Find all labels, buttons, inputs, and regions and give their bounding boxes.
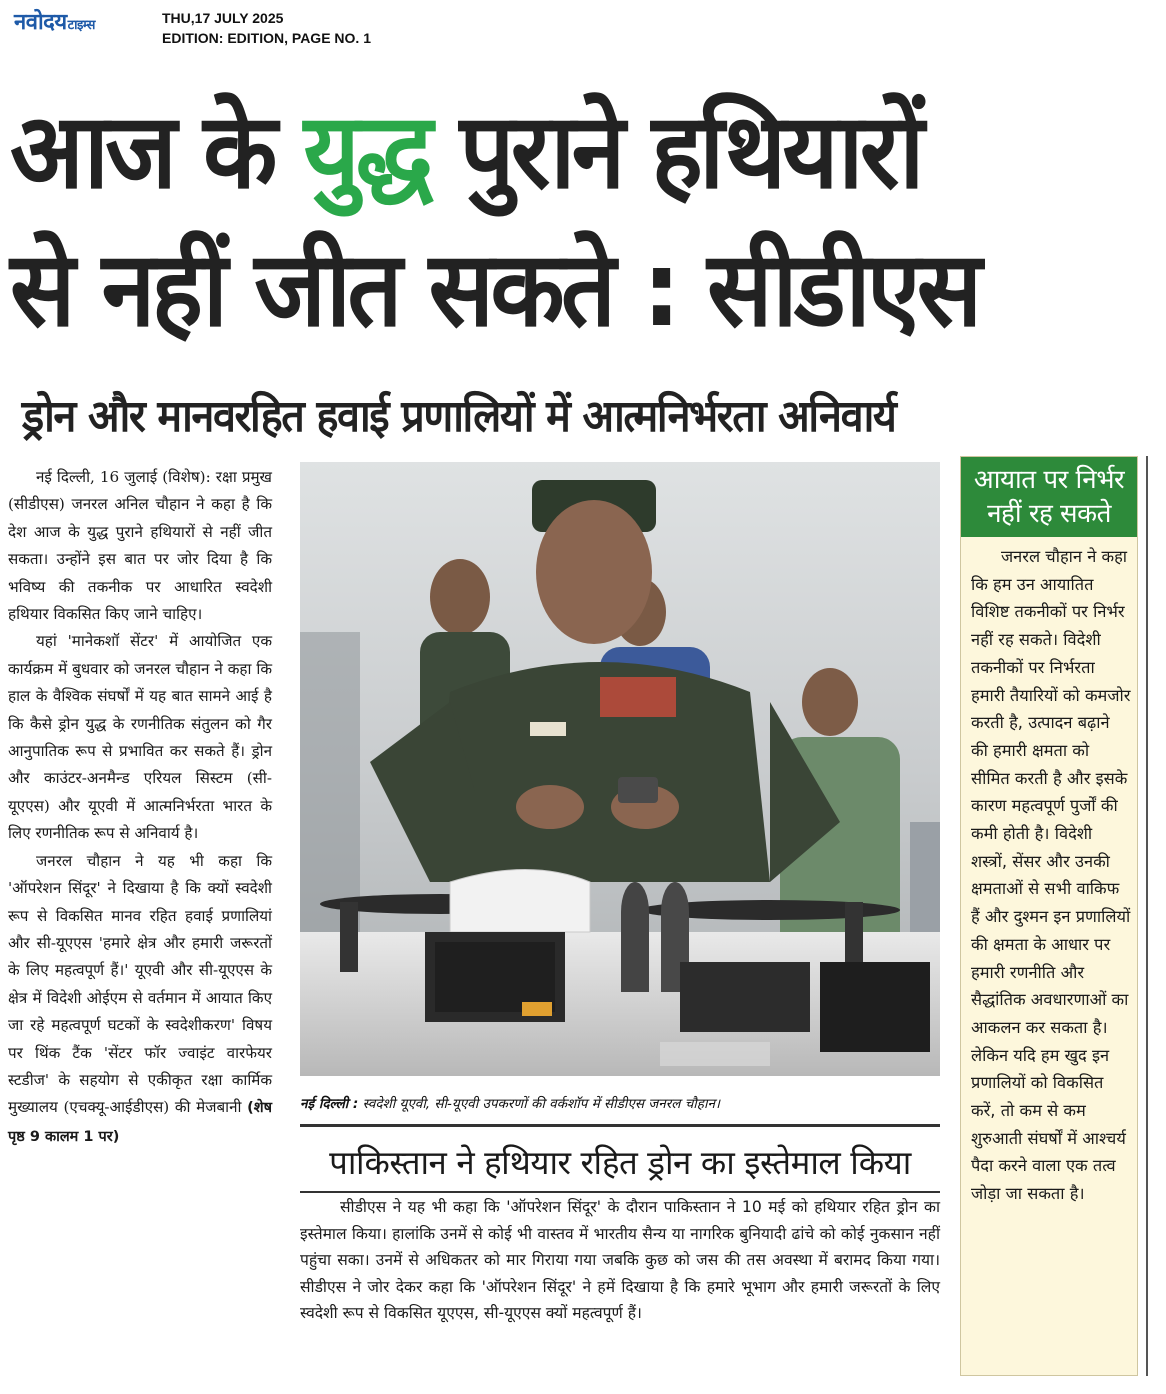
sub-story-body bbox=[300, 1194, 940, 1327]
main-story-paragraph-3 bbox=[8, 848, 272, 1151]
photo-caption bbox=[300, 1093, 940, 1115]
sidebar-paragraph: जनरल चौहान ने कहा कि हम उन आयातित विशिष्ट तकनीकों पर निर्भर नहीं रह सकते। विदेशी तकनीकों पर निर्भरता हमारी तैयारियों को कमजोर करती है, उत्पादन बढ़ाने की हमारी क्षमता को सीमित करती है और इसके कारण महत्वपूर्ण पुर्जों की कमी होती है। विदेशी शस्त्रों, सेंसर और उनकी क्षमताओं से सभी वाकिफ हैं और दुश्मन इन प्रणालियों की क्षमता के आधार पर हमारी रणनीति और सैद्धांतिक अवधारणाओं का आकलन कर सकता है। लेकिन यदि हम खुद इन प्रणालियों को विकसित करें, तो कम से कम शुरुआती संघर्षों में आश्चर्य पैदा करने वाला एक तत्व जोड़ा जा सकता है। bbox=[971, 547, 1131, 1204]
right-border-rule bbox=[1146, 456, 1148, 1376]
sub-story-headline: पाकिस्तान ने हथियार रहित ड्रोन का इस्तेमाल किया bbox=[329, 1143, 911, 1182]
logo-sub-text: टाइम्स bbox=[67, 18, 95, 33]
section-divider bbox=[300, 1124, 940, 1127]
issue-date: THU,17 JULY 2025 bbox=[162, 10, 284, 26]
main-story-paragraph-1: नई दिल्ली, 16 जुलाई (विशेष): रक्षा प्रमुख (सीडीएस) जनरल अनिल चौहान ने कहा है कि देश आज के युद्ध पुराने हथियारों से नहीं जीत सकता। उन्होंने इस बात पर जोर दिया है कि भविष्य की तकनीक पर आधारित स्वदेशी हथियार विकसित किए जाने चाहिए। bbox=[8, 468, 272, 624]
headline-highlight-word: युद्ध bbox=[303, 90, 430, 212]
caption-text: स्वदेशी यूएवी, सी-यूएवी उपकरणों की वर्कशॉप में सीडीएस जनरल चौहान। bbox=[358, 1096, 721, 1112]
sidebar-heading-line-1: आयात पर निर्भर bbox=[973, 465, 1125, 495]
headline-line-1-start: आज के bbox=[10, 90, 304, 212]
logo-main-text: नवोदय bbox=[14, 10, 67, 35]
main-story-paragraph-2: यहां 'मानेकशॉ सेंटर' में आयोजित एक कार्यक्रम में बुधवार को जनरल चौहान ने कहा कि हाल के वैश्विक संघर्षों में यह बात सामने आई है कि कैसे ड्रोन युद्ध के रणनीतिक संतुलन को गैर आनुपातिक रूप से प्रभावित कर सकते हैं। ड्रोन और काउंटर-अनमैन्ड एरियल सिस्टम (सी-यूएएस) और यूएवी में आत्मनिर्भरता भारत के लिए रणनीतिक रूप से अनिवार्य है। bbox=[8, 632, 272, 843]
main-story-paragraph-3-text: जनरल चौहान ने यह भी कहा कि 'ऑपरेशन सिंदूर' ने दिखाया है कि क्यों स्वदेशी रूप से विकसित मानव रहित हवाई प्रणालियां और सी-यूएएस 'हमारे क्षेत्र और हमारी जरूरतों के लिए महत्वपूर्ण हैं।' यूएवी और सी-यूएएस के क्षेत्र में विदेशी ओईएम से वर्तमान में आयात किए जा रहे महत्वपूर्ण घटकों के स्वदेशीकरण' विषय पर थिंक टैंक 'सेंटर फॉर ज्वाइंट वारफेयर स्टडीज' के सहयोग से एकीकृत रक्षा कार्मिक मुख्यालय (एचक्यू-आईडीएस) की मेजबानी bbox=[8, 851, 272, 1117]
news-photo bbox=[300, 462, 940, 1076]
headline-line-2: से नहीं जीत सकते : सीडीएस bbox=[10, 228, 979, 350]
sub-headline: ड्रोन और मानवरहित हवाई प्रणालियों में आत्मनिर्भरता अनिवार्य bbox=[22, 391, 896, 442]
main-headline bbox=[10, 82, 1160, 358]
masthead bbox=[0, 0, 1166, 56]
sidebar-heading-line-2: नहीं रह सकते bbox=[987, 499, 1111, 529]
sidebar-box-heading bbox=[961, 457, 1137, 537]
headline-line-1-end: पुराने हथियारों bbox=[429, 90, 921, 212]
caption-place: नई दिल्ली : bbox=[300, 1096, 359, 1112]
photo-illustration bbox=[300, 462, 940, 1076]
sub-story-paragraph: सीडीएस ने यह भी कहा कि 'ऑपरेशन सिंदूर' के दौरान पाकिस्तान ने 10 मई को हथियार रहित ड्रोन का इस्तेमाल किया। हालांकि उनमें से कोई भी वास्तव में भारतीय सैन्य या नागरिक बुनियादी ढांचे को कोई नुकसान नहीं पहुंचा सका। उनमें से अधिकतर को मार गिराया गया जबकि कुछ को जस की तस अवस्था में बरामद किया गया। सीडीएस ने जोर देकर कहा कि 'ऑपरेशन सिंदूर' ने हमें दिखाया है कि हमारे भूभाग और हमारी जरूरतों के लिए स्वदेशी रूप से विकसित यूएएस, सी-यूएएस क्यों महत्वपूर्ण हैं। bbox=[300, 1198, 940, 1323]
newspaper-logo bbox=[14, 6, 95, 36]
headline-line-1 bbox=[10, 82, 1080, 220]
edition-info: EDITION: EDITION, PAGE NO. 1 bbox=[162, 30, 371, 46]
sub-story-divider bbox=[300, 1191, 940, 1193]
continued-on-page-note: (शेष पृष्ठ 9 कालम 1 पर) bbox=[8, 1100, 272, 1145]
sidebar-box-body bbox=[961, 537, 1137, 1208]
main-story-column bbox=[8, 464, 272, 1384]
sidebar-box bbox=[960, 456, 1138, 1376]
